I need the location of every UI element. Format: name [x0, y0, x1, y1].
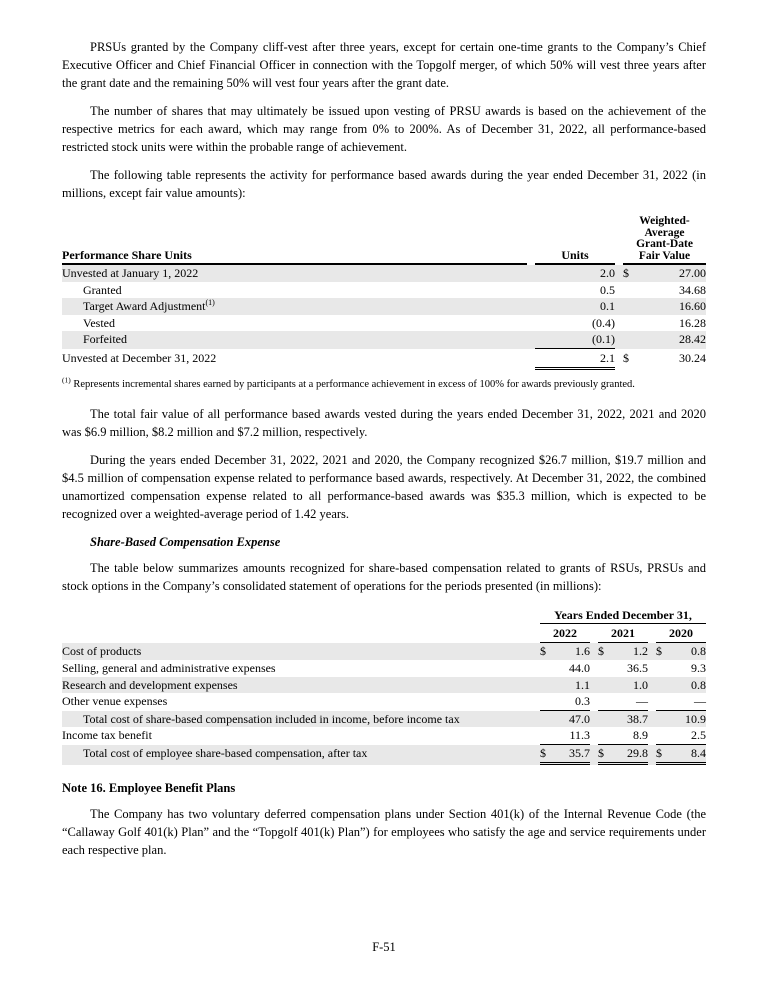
footnote-text: Represents incremental shares earned by participants at a performance achievement in excess of 100% for awards previously granted. — [70, 379, 635, 391]
psu-row-fair-value-cell — [623, 331, 706, 349]
dollar-sign: $ — [540, 644, 546, 659]
sbc-row-gap1 — [532, 643, 540, 660]
sbc-row-2022-value: 35.7 — [569, 746, 590, 761]
sbc-row-label-cell — [62, 727, 532, 745]
sbc-year-column-header: 2020 — [656, 624, 706, 643]
sbc-row-2021-value: 38.7 — [627, 711, 648, 726]
sbc-row-label: Total cost of employee share-based compensation, after tax — [83, 746, 368, 761]
psu-row-gap1 — [527, 331, 535, 349]
psu-table-row — [62, 349, 706, 371]
paragraph-table1-intro: The following table represents the activity for performance based awards during the year ended December 31, 2022 (in millions, except fair value amounts): — [62, 168, 706, 200]
dollar-sign: $ — [540, 746, 546, 761]
sbc-row-gap3 — [648, 727, 656, 745]
sbc-row-gap2 — [590, 693, 598, 711]
sbc-row-2022-cell — [540, 693, 590, 711]
sbc-row-gap1 — [532, 727, 540, 745]
sbc-row-2022-cell — [540, 745, 590, 765]
sbc-row-2020-value: 8.4 — [691, 746, 706, 761]
sbc-row-2021-cell — [598, 693, 648, 711]
psu-table-row — [62, 282, 706, 299]
sbc-row-2022-value: 1.1 — [575, 677, 590, 692]
heading-share-based-compensation: Share-Based Compensation Expense — [90, 535, 281, 550]
sbc-row-2020-cell — [656, 727, 706, 745]
psu-header-fv-line2: Average — [644, 226, 685, 239]
sbc-row-gap2 — [590, 745, 598, 765]
psu-row-gap2 — [615, 282, 623, 299]
psu-row-label-cell — [62, 298, 527, 315]
sbc-row-2020-cell — [656, 711, 706, 728]
psu-row-fair-value: 28.42 — [679, 332, 706, 347]
psu-row-gap1 — [527, 298, 535, 315]
paragraph-comp-expense: During the years ended December 31, 2022, 2021 and 2020, the Company recognized $26.7 million, $19.7 million and $4.5 million of compensation expense related to performance based awards, respectively. At December 31, 2022, the combined unamortized compensation expense related to all performance-based awards was $35.3 million, which is expected to be recognized over a weighted-average period of 1.42 years. — [62, 453, 706, 522]
heading-note-16: Note 16. Employee Benefit Plans — [62, 780, 236, 795]
dollar-sign: $ — [623, 350, 629, 365]
sbc-row-2020-value: 9.3 — [691, 661, 706, 676]
psu-header-fv-line1: Weighted- — [639, 215, 690, 227]
psu-header-fair-value — [623, 216, 706, 265]
psu-row-fair-value: 27.00 — [679, 266, 706, 280]
sbc-row-gap2 — [590, 677, 598, 694]
psu-row-label-cell — [62, 265, 527, 282]
sbc-row-2020-value: 2.5 — [691, 728, 706, 743]
psu-row-fair-value: 34.68 — [679, 282, 706, 297]
psu-row-fair-value: 30.24 — [679, 350, 706, 365]
sbc-row-2022-value: 47.0 — [569, 711, 590, 726]
sbc-row-2022-value: 0.3 — [575, 694, 590, 709]
psu-row-gap1 — [527, 349, 535, 371]
psu-table-header — [62, 216, 706, 265]
sbc-row-label-cell — [62, 660, 532, 677]
psu-row-fair-value: 16.60 — [679, 299, 706, 314]
psu-row-label-cell — [62, 349, 527, 371]
page-content — [62, 38, 706, 869]
sbc-row-gap3 — [648, 693, 656, 711]
sbc-row-label: Other venue expenses — [62, 694, 168, 709]
psu-header-fv-line4: Fair Value — [638, 249, 691, 262]
paragraph-prsu-achievement: The number of shares that may ultimately be issued upon vesting of PRSU awards is based on the achievement of the respective metrics for each award, which may range from 0% to 200%. As of December 31, 2022, all performance-based restricted stock units were within the probable range of achievement. — [62, 104, 706, 154]
dollar-sign: $ — [623, 266, 629, 280]
sbc-row-2021-value: 29.8 — [627, 746, 648, 761]
sbc-header-years-ended: Years Ended December 31, — [540, 607, 706, 624]
sbc-row-2022-cell — [540, 677, 590, 694]
sbc-row-2021-value: 1.2 — [633, 644, 648, 659]
sbc-table-row — [62, 660, 706, 677]
psu-row-fair-value-cell — [623, 315, 706, 332]
sbc-row-2021-value: 8.9 — [633, 728, 648, 743]
sbc-row-2021-value: 36.5 — [627, 661, 648, 676]
sbc-year-column-header: 2022 — [540, 624, 590, 643]
paragraph-total-fair-value: The total fair value of all performance based awards vested during the years ended December 31, 2022, 2021 and 2020 was $6.9 million, $8.2 million and $7.2 million, respectively. — [62, 407, 706, 440]
sbc-row-2021-value: — — [636, 694, 648, 709]
sbc-row-2020-cell — [656, 660, 706, 677]
psu-row-units-cell: (0.4) — [592, 315, 615, 330]
sbc-row-2020-value: — — [694, 694, 706, 709]
sbc-table-row — [62, 727, 706, 745]
sbc-row-2020-cell — [656, 643, 706, 660]
page-number: F-51 — [372, 940, 396, 954]
psu-row-label: Unvested at December 31, 2022 — [62, 350, 217, 365]
dollar-sign: $ — [598, 644, 604, 659]
psu-header-fv-line3: Grant-Date — [636, 238, 693, 250]
sbc-row-label-cell — [62, 643, 532, 660]
sbc-row-2022-cell — [540, 727, 590, 745]
psu-table-row — [62, 265, 706, 282]
sbc-row-label: Total cost of share-based compensation included in income, before income tax — [83, 711, 460, 726]
dollar-sign: $ — [656, 644, 662, 659]
sbc-row-2022-cell — [540, 643, 590, 660]
psu-row-gap2 — [615, 315, 623, 332]
sbc-row-gap1 — [532, 693, 540, 711]
sbc-row-label-cell — [62, 745, 532, 765]
sbc-row-2020-value: 10.9 — [685, 711, 706, 726]
sbc-row-2022-value: 11.3 — [569, 728, 590, 743]
sbc-row-2021-cell — [598, 643, 648, 660]
psu-row-units-cell: 0.5 — [600, 282, 615, 297]
psu-row-fair-value: 16.28 — [679, 315, 706, 330]
psu-table-row — [62, 331, 706, 349]
sbc-table-row — [62, 693, 706, 711]
footnote-ref: (1) — [205, 298, 215, 308]
psu-header-units: Units — [535, 248, 615, 265]
sbc-row-2021-cell — [598, 677, 648, 694]
psu-row-gap1 — [527, 282, 535, 299]
psu-row-label: Vested — [83, 315, 115, 330]
sbc-row-gap2 — [590, 711, 598, 728]
psu-row-fair-value-cell — [623, 282, 706, 299]
sbc-row-2020-cell — [656, 693, 706, 711]
sbc-row-label-cell — [62, 693, 532, 711]
sbc-row-2020-cell — [656, 677, 706, 694]
sbc-row-2021-cell — [598, 727, 648, 745]
psu-row-gap2 — [615, 349, 623, 371]
paragraph-table2-intro: The table below summarizes amounts recognized for share-based compensation related to grants of RSUs, PRSUs and stock options in the Company’s consolidated statement of operations for the periods presented (in millions): — [62, 561, 706, 594]
sbc-row-2021-cell — [598, 745, 648, 765]
sbc-row-label-cell — [62, 677, 532, 694]
sbc-row-gap3 — [648, 711, 656, 728]
table-footnote — [62, 375, 706, 392]
sbc-table-body — [62, 643, 706, 764]
psu-row-units-cell: 2.0 — [600, 266, 615, 280]
psu-row-gap2 — [615, 331, 623, 349]
psu-row-units-cell: 2.1 — [535, 349, 615, 371]
dollar-sign: $ — [598, 746, 604, 761]
sbc-row-2022-value: 44.0 — [569, 661, 590, 676]
sbc-row-2022-cell — [540, 660, 590, 677]
footnote-marker: (1) — [62, 375, 71, 385]
sbc-row-gap1 — [532, 711, 540, 728]
psu-activity-table — [62, 216, 706, 370]
sbc-row-gap1 — [532, 677, 540, 694]
sbc-table — [62, 607, 706, 764]
psu-row-label: Unvested at January 1, 2022 — [62, 266, 199, 280]
sbc-row-gap3 — [648, 677, 656, 694]
psu-table-row — [62, 298, 706, 315]
psu-row-gap2 — [615, 298, 623, 315]
sbc-row-gap2 — [590, 643, 598, 660]
sbc-row-gap2 — [590, 660, 598, 677]
sbc-row-2021-cell — [598, 660, 648, 677]
psu-table-row — [62, 315, 706, 332]
psu-row-fair-value-cell — [623, 265, 706, 282]
sbc-row-2022-cell — [540, 711, 590, 728]
sbc-row-2020-value: 0.8 — [691, 644, 706, 659]
sbc-table-row — [62, 711, 706, 728]
sbc-row-gap1 — [532, 745, 540, 765]
paragraph-prsu-vesting: PRSUs granted by the Company cliff-vest after three years, except for certain one-time grants to the Company’s Chief Executive Officer and Chief Financial Officer in connection with the Topgolf merger, of which 50% will vest three years after the grant date and the remaining 50% will vest four years after the grant date. — [62, 40, 706, 90]
sbc-row-2020-cell — [656, 745, 706, 765]
psu-row-units-cell: (0.1) — [535, 331, 615, 349]
psu-row-label-cell — [62, 282, 527, 299]
sbc-table-row — [62, 677, 706, 694]
sbc-row-2021-cell — [598, 711, 648, 728]
psu-row-label: Granted — [83, 282, 122, 297]
psu-row-gap2 — [615, 265, 623, 282]
psu-row-label-cell — [62, 315, 527, 332]
psu-row-fair-value-cell — [623, 349, 706, 371]
psu-row-label: Forfeited — [83, 332, 127, 347]
sbc-row-label: Research and development expenses — [62, 677, 238, 692]
sbc-row-label-cell — [62, 711, 532, 728]
sbc-header-years — [62, 624, 706, 643]
sbc-row-gap3 — [648, 660, 656, 677]
psu-header-label: Performance Share Units — [62, 248, 527, 265]
sbc-year-column-header: 2021 — [598, 624, 648, 643]
sbc-header-span-row — [62, 607, 706, 624]
sbc-row-gap1 — [532, 660, 540, 677]
paragraph-note16-body: The Company has two voluntary deferred compensation plans under Section 401(k) of the Internal Revenue Code (the “Callaway Golf 401(k) Plan” and the “Topgolf 401(k) Plan”) for employees who satisfy the age and service requirements under each respective plan. — [62, 806, 706, 857]
sbc-row-2020-value: 0.8 — [691, 677, 706, 692]
psu-row-units-cell: 0.1 — [600, 299, 615, 314]
psu-row-fair-value-cell — [623, 298, 706, 315]
sbc-row-label: Income tax benefit — [62, 728, 152, 743]
psu-row-label: Target Award Adjustment — [83, 299, 206, 314]
sbc-row-gap2 — [590, 727, 598, 745]
sbc-table-row — [62, 643, 706, 660]
psu-row-gap1 — [527, 315, 535, 332]
sbc-row-2022-value: 1.6 — [575, 644, 590, 659]
sbc-row-gap3 — [648, 643, 656, 660]
sbc-row-label: Selling, general and administrative expenses — [62, 661, 276, 676]
psu-table-body — [62, 265, 706, 370]
sbc-row-2021-value: 1.0 — [633, 677, 648, 692]
sbc-row-label: Cost of products — [62, 644, 142, 659]
sbc-row-gap3 — [648, 745, 656, 765]
psu-row-gap1 — [527, 265, 535, 282]
dollar-sign: $ — [656, 746, 662, 761]
sbc-table-row — [62, 745, 706, 765]
psu-row-label-cell — [62, 331, 527, 349]
